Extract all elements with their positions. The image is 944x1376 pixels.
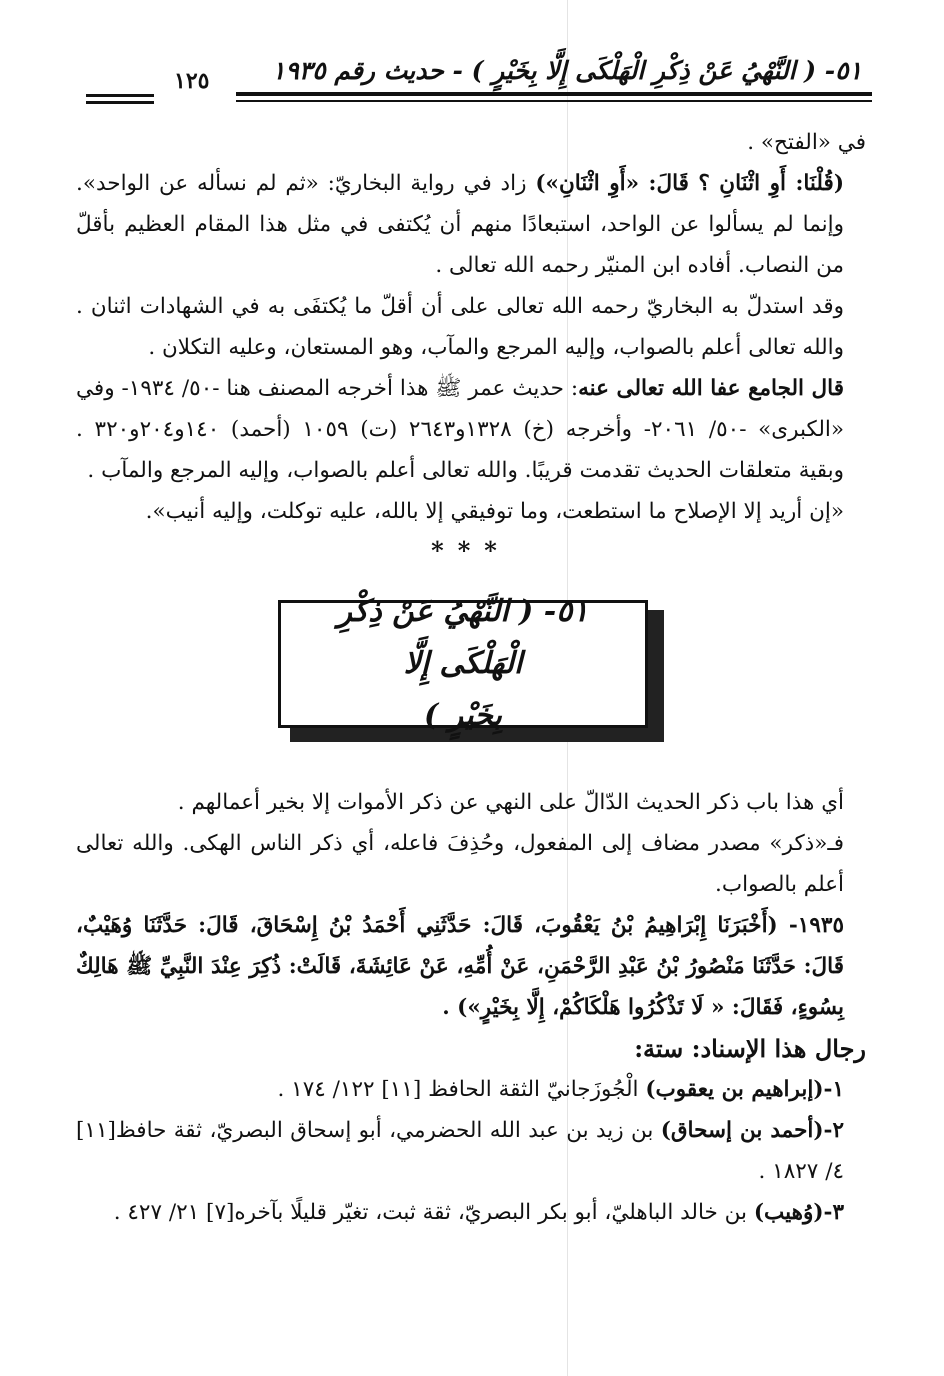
paragraph: في «الفتح» . [747, 130, 866, 155]
commentary: زاد في رواية البخاريّ: «ثم لم نسأله عن الواحد». وإنما لم يسألوا عن الواحد، استبعادًا منهم أن يُكتفى في مثل هذا المقام العظيم بأقلّ من النصاب. أفاده ابن المنيّر رحمه الله تعالى . [76, 171, 844, 278]
page-body [76, 122, 866, 1233]
commentary: : حديث عمر ﷺ هذا أخرجه المصنف هنا -٥٠/ ١٩٣٤- وفي «الكبرى» -٥٠/ ٢٠٦١- وأخرجه (خ) ١٣٢٨و٢٦٤٣ (ت) ١٠٥٩ (أحمد) ١٤٠و٢٠٤و٣٢٠ . وبقية متعلقات الحديث تقدمت قريبًا. والله تعالى أعلم بالصواب، وإليه المرجع والمآب . [76, 376, 845, 483]
page-number-rule-lower [86, 101, 154, 104]
hadith-text: ١٩٣٥- (أَخْبَرَنَا إِبْرَاهِيمُ بْنُ يَعْقُوبَ، قَالَ: حَدَّثَنِي أَحْمَدُ بْنُ إِسْحَاقَ، قَالَ: حَدَّثَنَا وُهَيْبٌ، قَالَ: حَدَّثَنَا مَنْصُورُ بْنُ عَبْدِ الرَّحْمَنِ، عَنْ أُمِّهِ، عَنْ عَائِشَةَ، قَالَتْ: ذُكِرَ عِنْدَ النَّبِيِّ ﷺ هَالِكٌ بِسُوءٍ، فَقَالَ: « لَا تَذْكُرُوا هَلْكَاكُمْ، إِلَّا بِخَيْرٍ») . [76, 913, 844, 1020]
paragraph: أي هذا باب ذكر الحديث الدّالّ على النهي عن ذكر الأموات إلا بخير أعمالهم . [177, 790, 844, 815]
page-number: ١٢٥ [174, 68, 210, 94]
narrator-name: ٢-(أحمد بن إسحاق) [660, 1118, 844, 1143]
narrator-entry [76, 1192, 866, 1233]
paragraph [76, 163, 866, 286]
narrator-details: بن زيد بن عبد الله الحضرمي، أبو إسحاق البصريّ، ثقة حافظ[١١] ٤/ ١٨٢٧ . [76, 1118, 844, 1184]
narrator-name: ١-(إبراهيم بن يعقوب) [645, 1077, 844, 1102]
header-rule [236, 92, 872, 96]
narrator-details: الْجُوزَجانيّ الثقة الحافظ [١١] ١٢٢/ ١٧٤ . [277, 1077, 646, 1102]
narrator-entry [76, 1069, 866, 1110]
section-separator: *** [431, 536, 511, 565]
author-note-label: قال الجامع عفا الله تعالى عنه [578, 376, 844, 401]
page-number-rule [86, 94, 154, 97]
narrator-entry [76, 1110, 866, 1192]
narrator-name: ٣-(وُهيب) [753, 1200, 844, 1225]
closing-quote: «إن أريد إلا الإصلاح ما استطعت، وما توفيقي إلا بالله، عليه توكلت، وإليه أنيب». [145, 499, 844, 524]
chapter-title-line: بِخَيْرٍ ) [424, 698, 502, 733]
header-rule-thin [236, 100, 872, 102]
paragraph: فـ«ذكر» مصدر مضاف إلى المفعول، وحُذِفَ فاعله، أي ذكر الناس الهكى. والله تعالى أعلم بالصواب. [76, 831, 844, 897]
page-header [86, 52, 872, 108]
chapter-heading [278, 594, 648, 733]
narrator-details: بن خالد الباهليّ، أبو بكر البصريّ، ثقة ثبت، تغيّر قليلًا بآخره[٧] ٢١/ ٤٢٧ . [113, 1200, 754, 1225]
chapter-title-line: ٥١- ( النَّهْيُ عَنْ ذِكْرِ الْهَلْكَى إِلَّا [337, 594, 589, 681]
narrators-heading: رجال هذا الإسناد: ستة: [634, 1034, 866, 1063]
running-title: ٥١- ( النَّهْيُ عَنْ ذِكْرِ الْهَلْكَى إِلَّا بِخَيْرٍ ) - حديث رقم ١٩٣٥ [271, 56, 862, 85]
paragraph: وقد استدلّ به البخاريّ رحمه الله تعالى على أن أقلّ ما يُكتفَى به في الشهادات اثنان . والله تعالى أعلم بالصواب، وإليه المرجع والمآب، وهو المستعان، وعليه التكلان . [76, 294, 844, 360]
paragraph [76, 368, 866, 491]
chapter-heading-frame [76, 594, 866, 772]
quoted-phrase: (قُلْنَا: أَوِ اثْنَانِ ؟ قَالَ: «أَوِ اثْنَانِ») [535, 171, 844, 196]
